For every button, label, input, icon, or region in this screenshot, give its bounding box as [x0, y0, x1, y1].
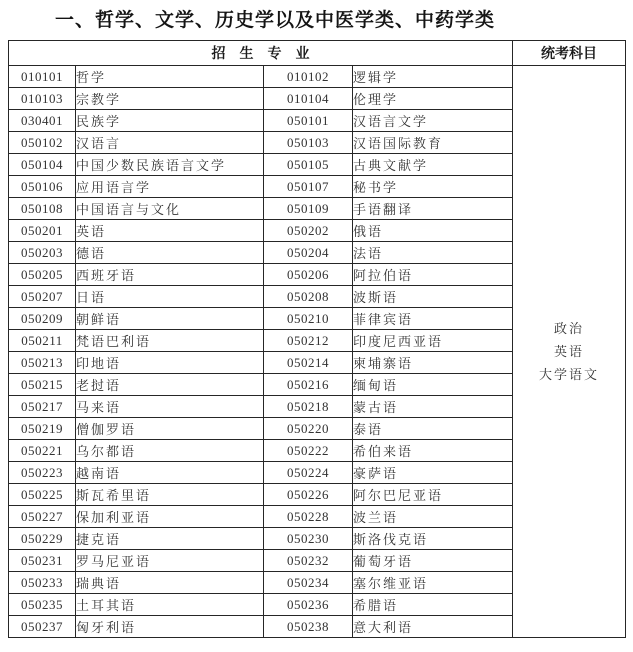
major-name: 中国语言与文化 [76, 198, 264, 220]
major-name: 英语 [76, 220, 264, 242]
major-name: 印度尼西亚语 [353, 330, 513, 352]
major-name: 阿拉伯语 [353, 264, 513, 286]
major-name: 罗马尼亚语 [76, 550, 264, 572]
major-name: 阿尔巴尼亚语 [353, 484, 513, 506]
major-name: 缅甸语 [353, 374, 513, 396]
major-name: 保加利亚语 [76, 506, 264, 528]
major-code: 050103 [264, 132, 353, 154]
exam-subject: 政治 [553, 321, 584, 336]
major-name: 马来语 [76, 396, 264, 418]
majors-table-body [9, 66, 626, 638]
major-code: 050204 [264, 242, 353, 264]
major-name: 逻辑学 [353, 66, 513, 88]
major-code: 050237 [9, 616, 76, 638]
major-name: 乌尔都语 [76, 440, 264, 462]
major-name: 老挝语 [76, 374, 264, 396]
major-code: 050219 [9, 418, 76, 440]
table-row [9, 66, 626, 88]
major-name: 法语 [353, 242, 513, 264]
major-name: 汉语言 [76, 132, 264, 154]
exam-subjects-cell [513, 66, 626, 638]
major-code: 050202 [264, 220, 353, 242]
exam-subject: 英语 [553, 344, 584, 359]
major-code: 050213 [9, 352, 76, 374]
major-code: 010101 [9, 66, 76, 88]
major-name: 柬埔寨语 [353, 352, 513, 374]
major-name: 捷克语 [76, 528, 264, 550]
major-code: 050102 [9, 132, 76, 154]
major-code: 050218 [264, 396, 353, 418]
majors-table [8, 40, 626, 638]
major-code: 050212 [264, 330, 353, 352]
header-exam-subjects: 统考科目 [513, 41, 626, 66]
major-code: 050211 [9, 330, 76, 352]
major-name: 塞尔维亚语 [353, 572, 513, 594]
major-name: 哲学 [76, 66, 264, 88]
major-name: 印地语 [76, 352, 264, 374]
major-code: 050225 [9, 484, 76, 506]
major-name: 斯洛伐克语 [353, 528, 513, 550]
table-header-row [9, 41, 626, 66]
major-code: 050106 [9, 176, 76, 198]
exam-subject: 大学语文 [538, 367, 599, 382]
major-name: 波兰语 [353, 506, 513, 528]
major-code: 050235 [9, 594, 76, 616]
major-name: 匈牙利语 [76, 616, 264, 638]
major-name: 宗教学 [76, 88, 264, 110]
major-name: 瑞典语 [76, 572, 264, 594]
major-name: 朝鲜语 [76, 308, 264, 330]
major-name: 豪萨语 [353, 462, 513, 484]
major-code: 050233 [9, 572, 76, 594]
major-code: 050214 [264, 352, 353, 374]
major-name: 手语翻译 [353, 198, 513, 220]
header-enrollment-majors: 招 生 专 业 [9, 41, 513, 66]
major-code: 050101 [264, 110, 353, 132]
major-name: 俄语 [353, 220, 513, 242]
major-code: 050104 [9, 154, 76, 176]
major-name: 伦理学 [353, 88, 513, 110]
major-code: 050238 [264, 616, 353, 638]
major-code: 050105 [264, 154, 353, 176]
major-name: 西班牙语 [76, 264, 264, 286]
major-code: 050203 [9, 242, 76, 264]
major-name: 梵语巴利语 [76, 330, 264, 352]
major-name: 德语 [76, 242, 264, 264]
major-code: 050228 [264, 506, 353, 528]
major-code: 050215 [9, 374, 76, 396]
major-code: 050210 [264, 308, 353, 330]
major-code: 050232 [264, 550, 353, 572]
major-code: 050207 [9, 286, 76, 308]
major-name: 波斯语 [353, 286, 513, 308]
major-name: 中国少数民族语言文学 [76, 154, 264, 176]
major-code: 050222 [264, 440, 353, 462]
major-name: 应用语言学 [76, 176, 264, 198]
page-title: 一、哲学、文学、历史学以及中医学类、中药学类 [55, 10, 496, 31]
major-code: 050221 [9, 440, 76, 462]
major-code: 050206 [264, 264, 353, 286]
major-code: 010103 [9, 88, 76, 110]
major-name: 土耳其语 [76, 594, 264, 616]
major-name: 意大利语 [353, 616, 513, 638]
major-code: 050205 [9, 264, 76, 286]
major-code: 050236 [264, 594, 353, 616]
major-code: 050226 [264, 484, 353, 506]
major-code: 050108 [9, 198, 76, 220]
major-name: 葡萄牙语 [353, 550, 513, 572]
major-code: 050209 [9, 308, 76, 330]
major-code: 010102 [264, 66, 353, 88]
major-code: 050109 [264, 198, 353, 220]
major-code: 030401 [9, 110, 76, 132]
major-name: 民族学 [76, 110, 264, 132]
major-name: 越南语 [76, 462, 264, 484]
major-code: 050234 [264, 572, 353, 594]
major-code: 050230 [264, 528, 353, 550]
major-code: 050220 [264, 418, 353, 440]
major-code: 010104 [264, 88, 353, 110]
major-code: 050227 [9, 506, 76, 528]
major-name: 汉语言文学 [353, 110, 513, 132]
major-code: 050223 [9, 462, 76, 484]
major-name: 菲律宾语 [353, 308, 513, 330]
major-code: 050224 [264, 462, 353, 484]
major-name: 希腊语 [353, 594, 513, 616]
major-name: 汉语国际教育 [353, 132, 513, 154]
major-name: 日语 [76, 286, 264, 308]
major-name: 僧伽罗语 [76, 418, 264, 440]
major-name: 秘书学 [353, 176, 513, 198]
major-name: 希伯来语 [353, 440, 513, 462]
major-code: 050201 [9, 220, 76, 242]
major-name: 斯瓦希里语 [76, 484, 264, 506]
major-code: 050229 [9, 528, 76, 550]
major-code: 050208 [264, 286, 353, 308]
major-code: 050216 [264, 374, 353, 396]
major-name: 泰语 [353, 418, 513, 440]
major-name: 蒙古语 [353, 396, 513, 418]
major-name: 古典文献学 [353, 154, 513, 176]
major-code: 050217 [9, 396, 76, 418]
major-code: 050231 [9, 550, 76, 572]
major-code: 050107 [264, 176, 353, 198]
